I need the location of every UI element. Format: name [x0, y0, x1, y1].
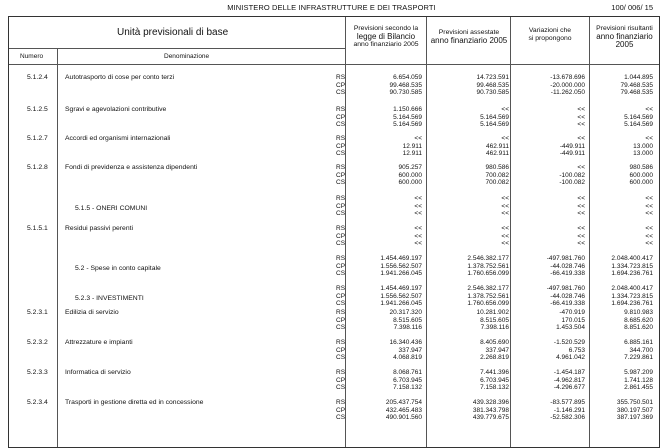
header-bottom-rule [9, 64, 659, 65]
c1-values: 1.454.469.197 1.556.562.507 1.941.266.045 [380, 285, 422, 308]
row-labels: RS CP CS [336, 74, 346, 97]
c2-values: 7.441.396 6.703.945 7.158.132 [480, 369, 509, 392]
c1-values: 1.454.469.197 1.556.562.507 1.941.266.045 [380, 255, 422, 278]
c2-values: 439.328.396 381.343.798 439.779.675 [472, 399, 509, 422]
row-labels: RS CP CS [336, 135, 346, 158]
row-labels: RS CP CS [336, 399, 346, 422]
c1-values: 6.654.059 99.468.535 90.730.585 [389, 74, 422, 97]
row-labels: RS CP CS [336, 309, 346, 332]
c2-values: 8.405.690 337.947 2.268.819 [480, 339, 509, 362]
c3-values: -470.919 170.015 1.453.504 [556, 309, 585, 332]
row-description: Accordi ed organismi internazionali [65, 135, 171, 142]
unita-header: Unità previsionali di base [117, 27, 229, 38]
c4-values: 355.750.501 380.197.507 387.197.369 [616, 399, 653, 422]
row-labels: RS CP CS [336, 106, 346, 129]
row-description: Edilizia di servizio [65, 309, 119, 316]
header-divider [9, 48, 346, 49]
c4-values: 2.048.400.417 1.334.723.815 1.694.236.761 [611, 285, 653, 308]
row-description: 5.2 - Spese in conto capitale [75, 265, 161, 272]
row-labels: RS CP CS [336, 285, 346, 308]
c1-values: 205.437.754 432.465.483 490.901.560 [385, 399, 422, 422]
c3-values: -1.454.187 -4.962.817 -4.296.677 [553, 369, 585, 392]
row-labels: RS CP CS [336, 339, 346, 362]
row-description: Autotrasporto di cose per conto terzi [65, 74, 175, 81]
c1-values: 905.257 600.000 600.000 [398, 164, 422, 187]
c2-values: << << << [501, 195, 509, 218]
row-labels: RS CP CS [336, 369, 346, 392]
c2-values: << 462.911 462.911 [485, 135, 509, 158]
ministry-header: MINISTERO DELLE INFRASTRUTTURE E DEI TRASPORTI [227, 3, 436, 12]
c4-values: 2.048.400.417 1.334.723.815 1.694.236.761 [611, 255, 653, 278]
row-description: 5.1.5 - ONERI COMUNI [75, 205, 148, 212]
row-code: 5.2.3.3 [27, 369, 48, 376]
row-labels: RS CP CS [336, 195, 346, 218]
c4-values: << << << [645, 225, 653, 248]
c4-values: 1.044.895 79.468.535 79.468.535 [620, 74, 653, 97]
row-description: Residui passivi perenti [65, 225, 134, 232]
c3-values: -13.678.696 -20.000.000 -11.262.050 [550, 74, 585, 97]
row-code: 5.1.5.1 [27, 225, 48, 232]
c2-values: 980.586 700.082 700.082 [485, 164, 509, 187]
row-code: 5.1.2.4 [27, 74, 48, 81]
c4-values: 5.987.209 1.741.128 2.861.455 [624, 369, 653, 392]
c3-values: << << << [577, 195, 585, 218]
page-number: 100/ 006/ 15 [611, 3, 653, 12]
row-labels: RS CP CS [336, 164, 346, 187]
c3-values: << -100.082 -100.082 [559, 164, 585, 187]
numero-header: Numero [20, 53, 44, 60]
row-code: 5.1.2.8 [27, 164, 48, 171]
row-labels: RS CP CS [336, 225, 346, 248]
col-divider [345, 17, 346, 447]
c2-values: << << << [501, 225, 509, 248]
c3-values: << << << [577, 225, 585, 248]
col-divider [589, 17, 590, 447]
c3-values: << << << [577, 106, 585, 129]
c1-values: 1.150.666 5.164.569 5.164.569 [393, 106, 422, 129]
c3-values: -497.981.760 -44.028.746 -66.419.338 [546, 255, 585, 278]
col-divider [510, 17, 511, 447]
col2-header: Previsioni assestate anno finanziario 2005 [430, 29, 508, 45]
c1-values: 20.317.320 8.515.605 7.398.116 [389, 309, 422, 332]
c2-values: 2.546.382.177 1.378.752.561 1.760.656.099 [467, 255, 509, 278]
c2-values: 14.723.591 99.468.535 90.730.585 [476, 74, 509, 97]
row-labels: RS CP CS [336, 255, 346, 278]
row-code: 5.2.3.1 [27, 309, 48, 316]
c3-values: -83.577.895 -1.146.291 -52.582.306 [550, 399, 585, 422]
row-code: 5.2.3.4 [27, 399, 48, 406]
col3-header: Variazioni che si propongono [528, 27, 572, 42]
c4-values: << 5.164.569 5.164.569 [624, 106, 653, 129]
c2-values: 2.546.382.177 1.378.752.561 1.760.656.099 [467, 285, 509, 308]
row-code: 5.2.3.2 [27, 339, 48, 346]
row-description: 5.2.3 - INVESTIMENTI [75, 295, 144, 302]
col-divider [426, 17, 427, 447]
c2-values: 10.281.902 8.515.605 7.398.116 [476, 309, 509, 332]
c1-values: << << << [414, 225, 422, 248]
c4-values: 6.885.161 344.700 7.229.861 [624, 339, 653, 362]
row-description: Attrezzature e impianti [65, 339, 133, 346]
row-description: Fondi di previdenza e assistenza dipendenti [65, 164, 198, 171]
c4-values: 9.810.983 8.685.620 8.851.620 [624, 309, 653, 332]
c1-values: << 12.911 12.911 [402, 135, 422, 158]
c3-values: -497.981.760 -44.028.746 -66.419.338 [546, 285, 585, 308]
col-divider [57, 48, 58, 447]
c4-values: << << << [645, 195, 653, 218]
row-code: 5.1.2.7 [27, 135, 48, 142]
denominazione-header: Denominazione [164, 53, 210, 60]
c4-values: 980.586 600.000 600.000 [629, 164, 653, 187]
col4-header: Previsioni risultanti anno finanziario 2005 [596, 25, 653, 49]
col1-header: Previsioni secondo la legge di Bilancio anno finanziario 2005 [353, 25, 419, 48]
row-description: Informatica di servizio [65, 369, 131, 376]
c2-values: << 5.164.569 5.164.569 [480, 106, 509, 129]
c3-values: << -449.911 -449.911 [559, 135, 585, 158]
c4-values: << 13.000 13.000 [633, 135, 653, 158]
row-description: Sgravi e agevolazioni contributive [65, 106, 167, 113]
budget-table [8, 16, 660, 448]
c1-values: 16.340.436 337.947 4.068.819 [389, 339, 422, 362]
row-code: 5.1.2.5 [27, 106, 48, 113]
c1-values: 8.068.761 6.703.945 7.158.132 [393, 369, 422, 392]
c3-values: -1.520.529 6.753 4.961.042 [553, 339, 585, 362]
c1-values: << << << [414, 195, 422, 218]
row-description: Trasporti in gestione diretta ed in concessione [65, 399, 204, 406]
